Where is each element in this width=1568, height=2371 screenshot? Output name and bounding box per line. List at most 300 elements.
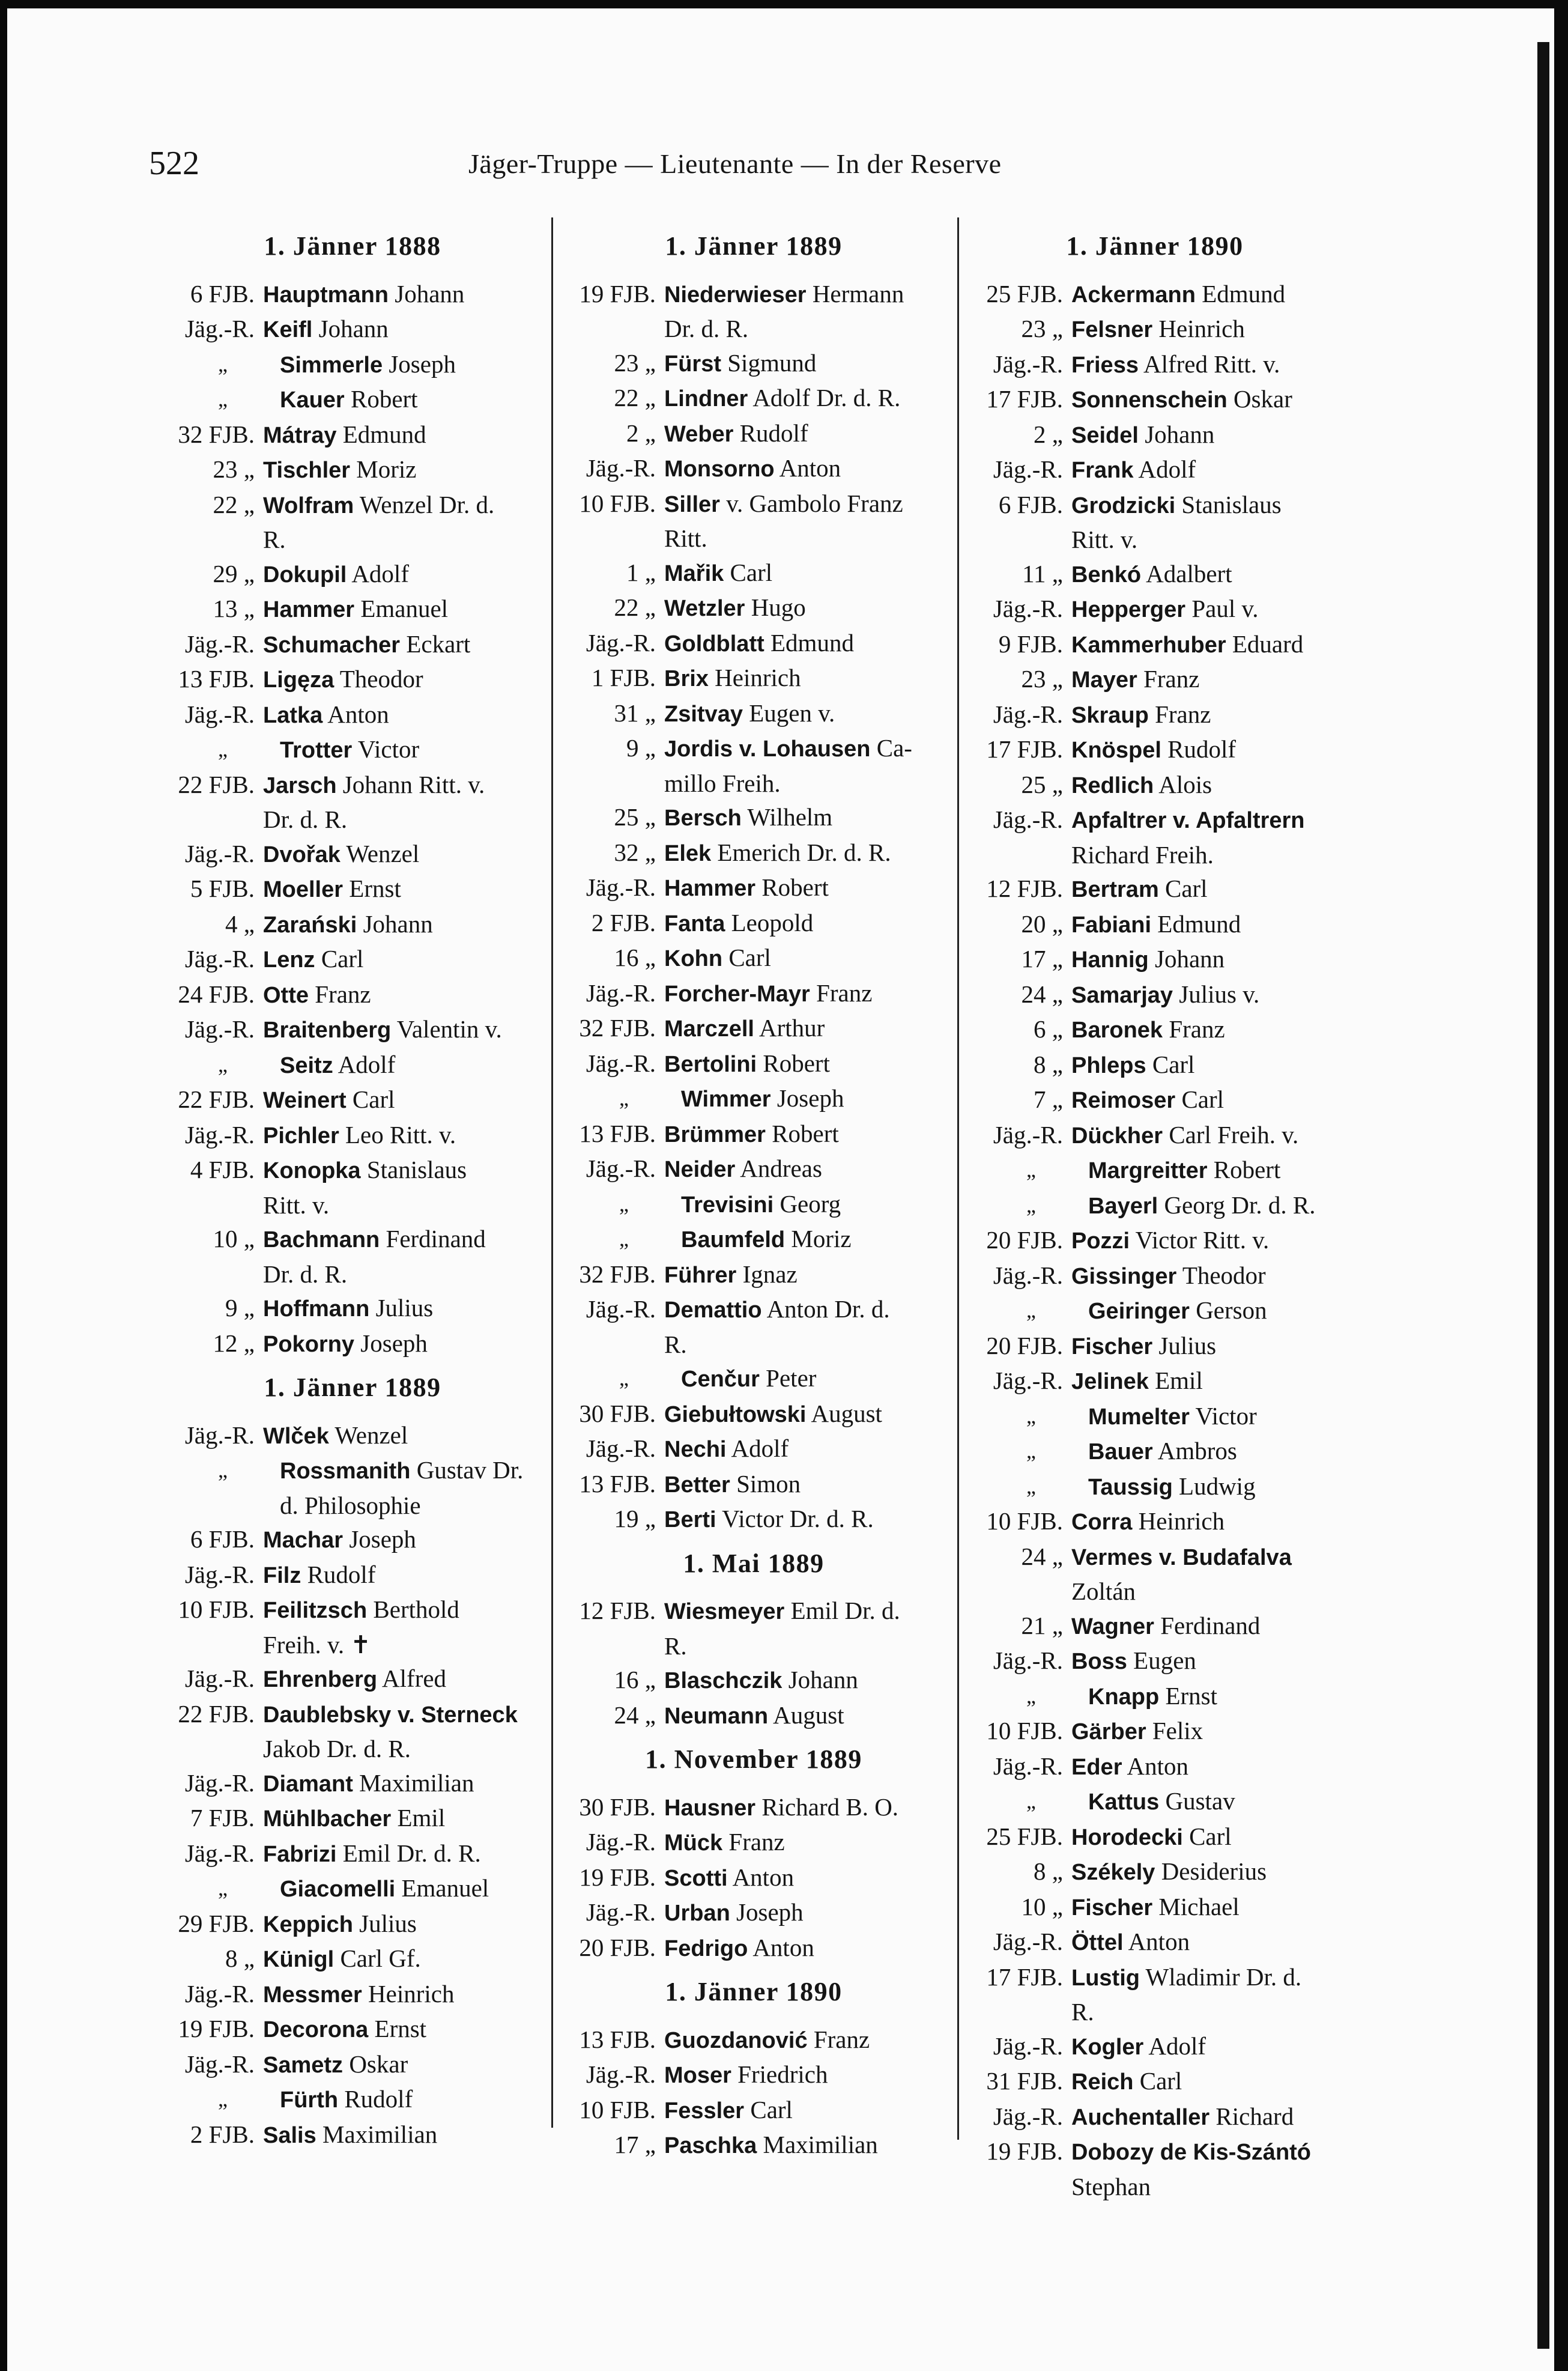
officer-name [263,1153,548,1222]
officer-name [1071,1540,1344,1609]
given-name-title: Heinrich [1158,315,1245,342]
given-name-title: Johann [363,909,433,938]
given-name-title: Ferdinand [1160,1611,1261,1639]
officer-name [263,1082,548,1118]
officer-entry [966,1890,1344,1925]
officer-name [1088,1679,1344,1714]
surname: Mück [664,1830,723,1856]
surname: Wetzler [664,596,745,621]
surname: Vermes v. Budafalva [1071,1544,1292,1570]
officer-entry [966,732,1344,768]
officer-entry [157,347,548,383]
name-continuation: Jakob Dr. d. R. [263,1735,411,1762]
unit-designation: 19 FJB. [986,2137,1063,2165]
unit-designation: 8 „ [1034,1050,1063,1078]
given-name-title: Carl [352,1085,395,1113]
unit-designation: 2 FJB. [190,2120,255,2148]
officer-entry [157,768,548,837]
given-name-title: Ferdinand [386,1225,486,1252]
given-name-title: Anton [327,700,389,728]
officer-entry [157,977,548,1013]
officer-name [1071,2064,1344,2099]
officer-entry [558,1011,949,1046]
unit-designation: 30 FJB. [579,1399,656,1427]
officer-entry [966,1784,1344,1820]
name-continuation: d. Philosophie [280,1491,421,1519]
officer-entry [558,1046,949,1082]
officer-entry [966,1609,1344,1644]
officer-name [1071,977,1344,1013]
given-name-title: Joseph [736,1898,804,1926]
officer-name [1071,277,1344,312]
name-continuation: R. [263,526,286,553]
given-name-title: Valentin v. [396,1015,502,1043]
given-name-title: Peter [766,1364,817,1392]
given-name-title: Ignaz [742,1260,798,1288]
officer-name [263,1697,548,1766]
officer-entry [558,2023,949,2058]
officer-name [1071,907,1344,943]
name-continuation: millo Freih. [664,769,781,797]
unit-designation: Jäg.-R. [586,1434,656,1462]
given-name-title: Berthold [373,1595,459,1623]
surname: Trevisini [681,1192,774,1218]
surname: Fanta [664,911,725,937]
surname: Diamant [263,1771,353,1797]
given-name-title: Carl Freih. v. [1169,1120,1299,1149]
unit-designation: 13 FJB. [178,665,255,693]
surname: Baronek [1071,1018,1163,1043]
surname: Lustig [1071,1965,1140,1991]
officer-name [1071,732,1344,768]
officer-entry [558,1187,949,1222]
given-name-title: Edmund [1157,909,1241,938]
officer-name [1088,1434,1344,1469]
officer-entry [558,1895,949,1931]
unit-designation: 17 FJB. [986,1963,1063,1991]
officer-entry [966,803,1344,872]
officer-entry [558,1663,949,1698]
given-name-title: Heinrich [368,1979,455,2008]
given-name-title: Eugen v. [749,699,835,727]
officer-name [664,696,949,732]
unit-designation: Jäg.-R. [993,2102,1063,2130]
unit-designation: 24 FJB. [178,980,255,1008]
unit-designation: 19 FJB. [579,1863,656,1891]
given-name-title: Arthur [758,1014,825,1042]
officer-name [664,381,949,416]
given-name-title: Emerich Dr. d. R. [717,838,891,866]
officer-name [1071,1890,1344,1925]
officer-name [263,1222,548,1291]
officer-name [664,800,949,836]
officer-entry [966,697,1344,733]
officer-name [263,2047,548,2083]
officer-name [664,1825,949,1860]
surname: Nechi [664,1437,727,1462]
unit-designation: 5 FJB. [190,875,255,902]
unit-designation: Jäg.-R. [184,700,255,728]
officer-entry [558,1931,949,1966]
unit-designation: „ [1026,1789,1036,1813]
officer-entry [157,1977,548,2012]
officer-name [664,416,949,452]
surname: Latka [263,702,323,728]
officer-entry [966,557,1344,592]
officer-entry [157,662,548,697]
unit-designation: 13 „ [213,595,255,622]
column-rule-2 [957,217,959,2140]
unit-designation: „ [218,351,228,376]
officer-entry [966,1293,1344,1329]
unit-designation: 13 FJB. [579,2025,656,2053]
officer-name [263,277,548,312]
given-name-title: Carl [728,944,771,971]
unit-designation: „ [218,1458,228,1482]
officer-entry [966,2099,1344,2135]
unit-designation: 6 FJB. [998,490,1063,518]
unit-designation: 17 FJB. [986,385,1063,413]
given-name-title: Ernst [374,2015,427,2042]
unit-designation: 32 FJB. [579,1014,656,1042]
surname: Künigl [263,1947,334,1972]
given-name-title: Robert [772,1119,839,1147]
officer-name [263,488,548,557]
officer-entry [966,872,1344,907]
promotion-date-heading: 1. Jänner 1889 [665,231,843,261]
surname: Hausner [664,1795,756,1821]
officer-entry [558,800,949,836]
surname: Hammer [664,876,756,901]
unit-designation: 7 FJB. [190,1804,255,1832]
officer-entry [558,487,949,556]
surname: Filz [263,1562,301,1588]
unit-designation: 2 „ [1034,420,1063,448]
given-name-title: Franz [315,980,371,1008]
unit-designation: 9 „ [626,734,656,762]
officer-entry [966,942,1344,977]
given-name-title: Georg Dr. d. R. [1164,1191,1316,1219]
surname: Forcher-Mayr [664,981,810,1007]
officer-entry [558,1431,949,1467]
given-name-title: Edmund [342,420,426,448]
given-name-title: v. Gambolo Franz [726,489,903,517]
officer-entry [558,556,949,591]
officer-entry [558,1257,949,1293]
surname: Simmerle [280,352,383,378]
surname: Dobozy de Kis-Szántó [1071,2140,1312,2165]
unit-designation: Jäg.-R. [184,315,255,342]
officer-entry [157,872,548,907]
name-continuation: Dr. d. R. [664,315,749,342]
surname: Führer [664,1262,737,1288]
given-name-title: Franz [816,979,873,1007]
surname: Fischer [1071,1334,1153,1359]
surname: Wiesmeyer [664,1599,785,1624]
officer-entry [157,1012,548,1048]
unit-designation: 12 FJB. [986,875,1063,902]
officer-name [1071,312,1344,347]
unit-designation: „ [1026,1474,1036,1498]
officer-entry [558,731,949,800]
unit-designation: 17 FJB. [986,735,1063,763]
unit-designation: 21 „ [1021,1611,1063,1639]
officer-name [664,1152,949,1187]
unit-designation: Jäg.-R. [184,2050,255,2078]
surname: Felsner [1071,317,1153,342]
given-name-title: Emanuel [401,1874,489,1902]
unit-designation: 10 FJB. [178,1595,255,1623]
officer-entry [966,1258,1344,1294]
officer-name [263,1592,548,1662]
name-continuation: Richard Freih. [1071,840,1214,869]
unit-designation: 13 FJB. [579,1469,656,1498]
given-name-title: Adolf Dr. d. R. [752,384,901,411]
name-continuation: Freih. v. ✝ [263,1630,371,1659]
officer-name [1071,803,1344,872]
surname: Pokorny [263,1331,355,1357]
given-name-title: Carl [730,558,773,586]
surname: Samarjay [1071,982,1173,1008]
officer-entry [558,1292,949,1361]
officer-entry [157,1836,548,1872]
surname: Margreitter [1088,1158,1208,1183]
given-name-title: Gustav [1165,1787,1235,1815]
surname: Fürst [664,351,721,377]
surname: Giebułtowski [664,1401,807,1427]
unit-designation: Jäg.-R. [184,1120,255,1149]
officer-entry [157,1326,548,1362]
surname: Kogler [1071,2034,1144,2060]
unit-designation: „ [619,1191,629,1216]
officer-entry [157,452,548,488]
officer-name [263,1558,548,1593]
surname: Wimmer [681,1087,771,1112]
unit-designation: Jäg.-R. [993,2032,1063,2060]
given-name-title: Eduard [1232,630,1304,658]
name-continuation: R. [664,1330,687,1358]
surname: Wolfram [263,493,354,518]
name-continuation: Ritt. v. [263,1191,330,1219]
unit-designation: „ [619,1227,629,1251]
surname: Skraup [1071,702,1149,728]
officer-entry [966,1854,1344,1890]
surname: Weber [664,421,734,447]
officer-name [664,1117,949,1152]
officer-name [1071,1082,1344,1118]
given-name-title: Ca- [876,734,912,762]
scan-border-right [1554,0,1568,2371]
unit-designation: 10 FJB. [579,489,656,517]
surname: Elek [664,840,712,866]
surname: Jarsch [263,773,337,798]
surname: Mumelter [1088,1404,1190,1430]
name-continuation: Stephan [1071,2172,1151,2200]
unit-designation: „ [619,1086,629,1110]
unit-designation: 22 FJB. [178,1699,255,1728]
officer-name [664,731,949,800]
surname: Auchentaller [1071,2104,1210,2130]
officer-name [681,1361,949,1397]
given-name-title: Anton [1128,1928,1190,1955]
given-name-title: Carl [1189,1822,1232,1850]
officer-name [1071,1258,1344,1294]
officer-name [263,977,548,1013]
unit-designation: 12 „ [213,1329,255,1357]
unit-designation: 29 „ [213,559,255,587]
officer-entry [157,1418,548,1454]
surname: Blaschczik [664,1668,782,1693]
officer-name [280,1048,548,1083]
unit-designation: 25 FJB. [986,1822,1063,1850]
officer-entry [966,452,1344,488]
officer-entry [966,592,1344,627]
unit-designation: 8 „ [225,1944,255,1972]
surname: Bayerl [1088,1193,1158,1219]
surname: Tischler [263,458,351,483]
officer-name [280,1453,548,1522]
unit-designation: Jäg.-R. [184,945,255,973]
officer-entry [558,836,949,871]
officer-entry [966,768,1344,803]
unit-designation: 22 „ [614,384,656,411]
unit-designation: 2 „ [626,419,656,447]
officer-name [263,1522,548,1558]
given-name-title: Carl [321,945,364,973]
officer-name [664,2128,949,2163]
surname: Mařik [664,560,724,586]
officer-entry [558,626,949,661]
surname: Pichler [263,1123,339,1149]
officer-name [1071,1960,1344,2029]
officer-name [263,768,548,837]
officer-entry [157,277,548,312]
unit-designation: 19 FJB. [178,2015,255,2042]
surname: Feilitzsch [263,1598,368,1623]
officer-entry [558,1825,949,1860]
surname: Friess [1071,352,1139,378]
officer-entry [966,1048,1344,1083]
given-name-title: Stanislaus [1181,490,1282,518]
officer-entry [966,277,1344,312]
name-continuation: R. [1071,1998,1094,2026]
surname: Benkó [1071,562,1142,587]
surname: Scotti [664,1865,728,1891]
unit-designation: Jäg.-R. [586,454,656,482]
page-number: 522 [149,145,199,182]
officer-entry [157,697,548,733]
given-name-title: Edmund [770,628,854,657]
officer-entry [966,1434,1344,1469]
unit-designation: „ [1026,1403,1036,1428]
given-name-title: Victor Dr. d. R. [722,1505,874,1532]
officer-entry [157,1801,548,1836]
officer-name [664,556,949,591]
officer-entry [558,590,949,626]
officer-name [681,1081,949,1117]
officer-name [1071,662,1344,697]
surname: Wlček [263,1423,329,1449]
officer-name [664,2093,949,2128]
officer-entry [157,627,548,663]
given-name-title: Carl [1164,875,1208,902]
officer-name [664,1931,949,1966]
unit-designation: 8 „ [1034,1857,1063,1885]
unit-designation: 7 „ [1034,1085,1063,1113]
officer-name [263,592,548,627]
officer-entry [558,1790,949,1826]
officer-entry [558,906,949,941]
unit-designation: Jäg.-R. [184,1421,255,1449]
given-name-title: Eckart [406,630,471,658]
officer-entry [558,381,949,416]
given-name-title: Leopold [731,908,814,937]
surname: Dvořak [263,842,341,867]
surname: Hepperger [1071,597,1186,622]
officer-entry [966,1469,1344,1505]
surname: Berti [664,1507,716,1532]
given-name-title: Wenzel Dr. d. [359,490,495,518]
unit-designation: 22 „ [213,490,255,518]
officer-entry [966,1082,1344,1118]
officer-name [263,1012,548,1048]
surname: Salis [263,2122,316,2148]
promotion-date-heading: 1. Jänner 1889 [264,1373,441,1402]
surname: Redlich [1071,773,1154,798]
column-rule-1 [551,217,553,2128]
given-name-title: Gustav Dr. [416,1456,524,1484]
officer-entry [157,837,548,872]
surname: Schumacher [263,632,401,658]
surname: Rossmanith [280,1459,411,1484]
officer-entry [558,2057,949,2093]
unit-designation: Jäg.-R. [586,1898,656,1926]
surname: Moeller [263,877,344,902]
officer-name [263,2012,548,2047]
unit-designation: Jäg.-R. [586,1155,656,1182]
officer-entry [157,1453,548,1522]
unit-designation: Jäg.-R. [586,873,656,901]
surname: Fabiani [1071,912,1152,938]
surname: Messmer [263,1982,362,2008]
officer-name [263,312,548,347]
officer-name [664,1895,949,1931]
unit-designation: Jäg.-R. [184,1560,255,1588]
given-name-title: Alfred [382,1665,447,1692]
unit-designation: Jäg.-R. [586,1049,656,1077]
unit-designation: 2 FJB. [591,908,656,937]
given-name-title: Carl [750,2095,793,2124]
name-continuation: Ritt. v. [1071,526,1138,553]
given-name-title: Oskar [1233,385,1292,413]
given-name-title: Victor [1195,1401,1257,1430]
officer-entry [157,1592,548,1662]
officer-entry [966,2029,1344,2065]
given-name-title: Simon [736,1469,801,1498]
officer-name [664,1790,949,1826]
promotion-date-heading: 1. Jänner 1890 [665,1977,843,2006]
surname: Dokupil [263,562,347,587]
officer-name [1071,1714,1344,1749]
officer-entry [558,661,949,696]
unit-designation: 1 FJB. [591,664,656,691]
given-name-title: Johann [1145,420,1215,448]
unit-designation: Jäg.-R. [993,1261,1063,1289]
officer-name [263,837,548,872]
unit-designation: „ [1026,1683,1036,1708]
officer-name [1071,2099,1344,2135]
officer-entry [558,1361,949,1397]
